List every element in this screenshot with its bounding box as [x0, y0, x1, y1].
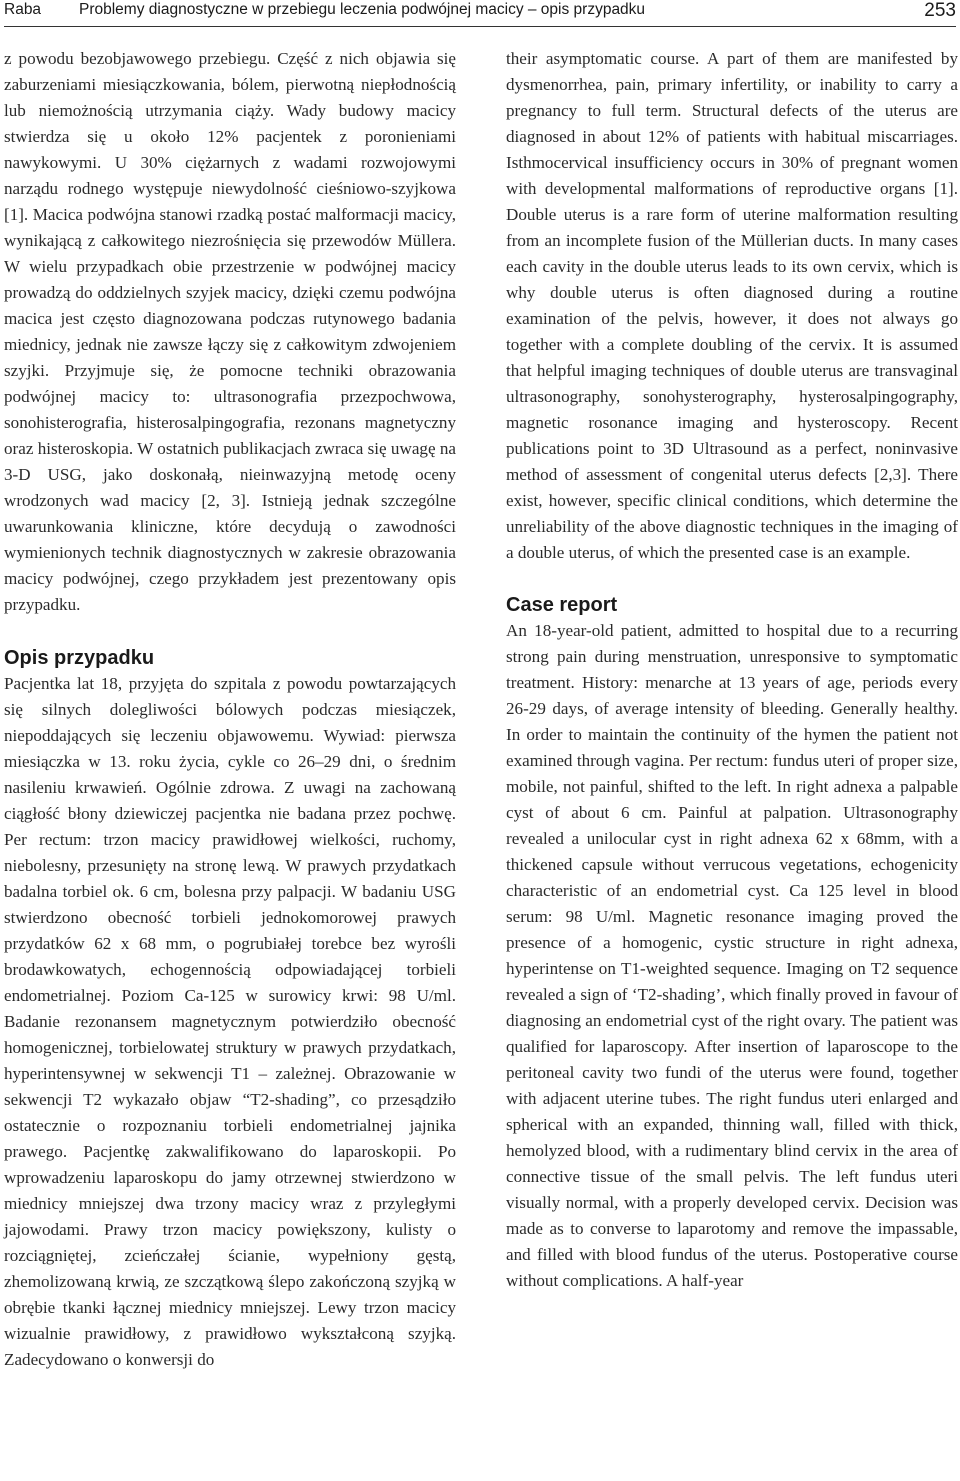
case-paragraph-en: An 18-year-old patient, admitted to hospital due to a recurring strong pain during menstruation, unresponsive to symptomatic treatment. History: menarche at 13 years of age, periods every 26-29 days, of average intensity of bleeding. Generally healthy. In order to maintain the continuity of the hymen the patient not examined through vagina. Per rectum: fundus uteri of proper size, mobile, not painful, shifted to the left. In right adnexa a palpable cyst of about 6 cm. Painful at palpation. Ultrasonography revealed a unilocular cyst in right adnexa 62 x 68mm, with a thickened capsule without verrucous vegetations, echogenicity characteristic of an endometrial cyst. Ca 125 level in blood serum: 98 U/ml. Magnetic resonance imaging proved the presence of a homogenic, cystic structure in right adnexa, hyperintense on T1-weighted sequence. Imaging on T2 sequence revealed a sign of ‘T2-shading’, which finally proved in favour of diagnosing an endometrial cyst of the right ovary. The patient was qualified for laparoscopy. After insertion of laparoscope to the peritoneal cavity two fundi of the uterus were found, together with adjacent uterine tubes. The right fundus uteri enlarged and spherical with an expanded, thinning wall, filled with thick, hemolyzed blood, with a rudimentary blind cervix in the area of connective tissue of the small pelvis. The left fundus uteri visually normal, with a properly developed cervix. Decision was made as to converse to laparotomy and remove the impassable, and filled with blood fundus of the uterus. Postoperative course without complications. A half-year [506, 621, 958, 1290]
intro-paragraph-pl: z powodu bezobjawowego przebiegu. Część z nich objawia się zaburzeniami miesiączkowania, bólem, pierwotną niepłodnością lub niemożnością utrzymania ciąży. Wady budowy macicy stwierdza się u około 12% pacjentek z poronieniami nawykowymi. U 30% ciężarnych z wadami rozwojowymi narządu rodnego występuje niewydolność cieśniowo-szyjkowa [1]. Macica podwójna stanowi rzadką postać malformacji macicy, wynikającą z całkowitego niezrośnięcia się przewodów Müllera. W wielu przypadkach obie przestrzenie w podwójnej macicy prowadzą do oddzielnych szyjek macicy, dzięki czemu podwójna macica jest często diagnozowana podczas rutynowego badania miednicy, jednak nie zawsze łączy się z całkowitym zdwojeniem szyjki. Przyjmuje się, że pomocne techniki obrazowania podwójnej macicy to: ultrasonografia przezpochwowa, sonohisterografia, histerosalpingografia, rezonans magnetyczny oraz histeroskopia. W ostatnich publikacjach zwraca się uwagę na 3-D USG, jako doskonałą, nieinwazyjną metodę oceny wrodzonych wad macicy [2, 3]. Istnieją jednak szczególne uwarunkowania kliniczne, które decydują o zawodności wymienionych technik diagnostycznych w zakresie obrazowania macicy podwójnej, czego przykładem jest prezentowany opis przypadku. [4, 49, 456, 614]
running-title: Problemy diagnostyczne w przebiegu leczenia podwójnej macicy – opis przypadku [79, 1, 646, 18]
case-heading-pl: Opis przypadku [4, 647, 155, 669]
intro-paragraph-en: their asymptomatic course. A part of them are manifested by dysmenorrhea, pain, primary infertility, or inability to carry a pregnancy to full term. Structural defects of the uterus are diagnosed in about 12% of patients with habitual miscarriages. Isthmocervical insufficiency occurs in 30% of pregnant women with developmental malformations of reproductive organs [1]. Double uterus is a rare form of uterine malformation resulting from an incomplete fusion of the Müllerian ducts. In many cases each cavity in the double uterus leads to its own cervix, which is why double uterus is often diagnosed during a routine examination of the pelvis, however, it does not always go together with a complete doubling of the cervix. It is assumed that helpful imaging techniques of double uterus are transvaginal ultrasonography, sonohysterography, hysterosalpingography, magnetic rosonance imaging and hysteroscopy. Recent publications point to 3D Ultrasound as a perfect, noninvasive method of assessment of congenital uterus defects [2,3]. There exist, however, specific clinical conditions, which determine the unreliability of the above diagnostic techniques in the imaging of a double uterus, of which the presented case is an example. [506, 49, 958, 562]
polish-column [4, 46, 456, 1373]
english-column [506, 46, 958, 1294]
case-paragraph-pl: Pacjentka lat 18, przyjęta do szpitala z powodu powtarzających się silnych dolegliwości bólowych podczas miesiączek, niepoddających się leczeniu objawowemu. Wywiad: pierwsza miesiączka w 13. roku życia, cykle co 26–29 dni, o średnim nasileniu krwawień. Ogólnie zdrowa. Z uwagi na zachowaną ciągłość błony dziewiczej pacjentka nie badana przez pochwę. Per rectum: trzon macicy prawidłowej wielkości, ruchomy, niebolesny, przesunięty na stronę lewą. W prawych przydatkach badalna torbiel ok. 6 cm, bolesna przy palpacji. W badaniu USG stwierdzono obecność torbieli jednokomorowej prawych przydatków 62 x 68 mm, o pogrubiałej torebce bez wyrośli brodawkowatych, echogennością odpowiadającej torbieli endometrialnej. Poziom Ca-125 w surowicy krwi: 98 U/ml. Badanie rezonansem magnetycznym potwierdziło obecność homogenicznej, torbielowatej struktury w prawych przydatkach, hyperintensywnej w sekwencji T1 – zależnej. Obrazowanie w sekwencji T2 wykazało objaw “T2-shading”, co przesądziło ostatecznie o rozpoznaniu torbieli endometrialnej jajnika prawego. Pacjentkę zakwalifikowano do laparoskopii. Po wprowadzeniu laparoskopu do jamy otrzewnej stwierdzono w miednicy mniejszej dwa trzony macicy wraz z przyległymi jajowodami. Prawy trzon macicy powiększony, kulisty o rozciągniętej, zcieńczałej ścianie, wypełniony gęstą, zhemolizowaną krwią, ze szczątkową ślepo zakończoną szyjką w obrębie tkanki łącznej miednicy mniejszej. Lewy trzon macicy wizualnie prawidłowy, z prawidłowo wykształconą szyjką. Zadecydowano o konwersji do [4, 674, 456, 1369]
running-header [4, 0, 956, 27]
journal-name: Raba [4, 1, 42, 18]
case-heading-en: Case report [506, 594, 618, 616]
page-number: 253 [924, 0, 956, 21]
